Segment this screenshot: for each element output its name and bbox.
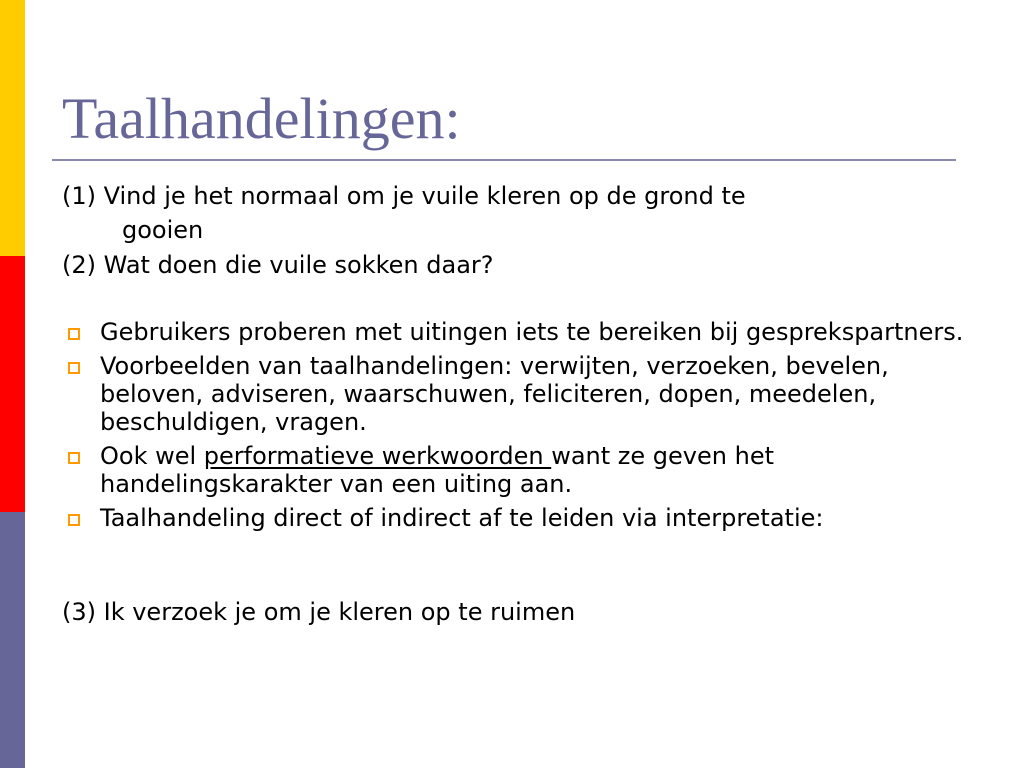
bullet-item xyxy=(62,352,982,436)
hollow-square-bullet-icon xyxy=(68,452,80,464)
bullet-text-suffix: want ze geven het handelingskarakter van een uiting aan. xyxy=(100,442,774,498)
example-1-line-2: gooien xyxy=(122,216,204,244)
example-3: (3) Ik verzoek je om je kleren op te ruimen xyxy=(62,598,576,626)
hollow-square-bullet-icon xyxy=(68,514,80,526)
example-1-line-1: (1) Vind je het normaal om je vuile kleren op de grond te xyxy=(62,182,746,210)
bullet-text: Taalhandeling direct of indirect af te leiden via interpretatie: xyxy=(100,504,824,532)
slide-title: Taalhandelingen: xyxy=(62,86,461,151)
example-2: (2) Wat doen die vuile sokken daar? xyxy=(62,251,494,279)
hollow-square-bullet-icon xyxy=(68,362,80,374)
left-stripe-purple xyxy=(0,512,25,768)
bullet-item xyxy=(62,504,982,532)
bullet-item xyxy=(62,318,982,346)
bullet-text: Gebruikers proberen met uitingen iets te bereiken bij gesprekspartners. xyxy=(100,318,964,346)
left-stripe-red xyxy=(0,256,25,512)
bullet-item xyxy=(62,442,982,498)
hollow-square-bullet-icon xyxy=(68,328,80,340)
bullet-list xyxy=(62,318,982,538)
bullet-text-prefix: Ook wel xyxy=(100,442,204,470)
title-divider xyxy=(52,159,956,161)
performatieve-werkwoorden-link[interactable]: performatieve werkwoorden xyxy=(203,442,552,470)
bullet-text: Voorbeelden van taalhandelingen: verwijten, verzoeken, bevelen, beloven, adviseren, waarschuwen, feliciteren, dopen, meedelen, beschuldigen, vragen. xyxy=(100,352,889,436)
left-stripe-yellow xyxy=(0,0,25,256)
